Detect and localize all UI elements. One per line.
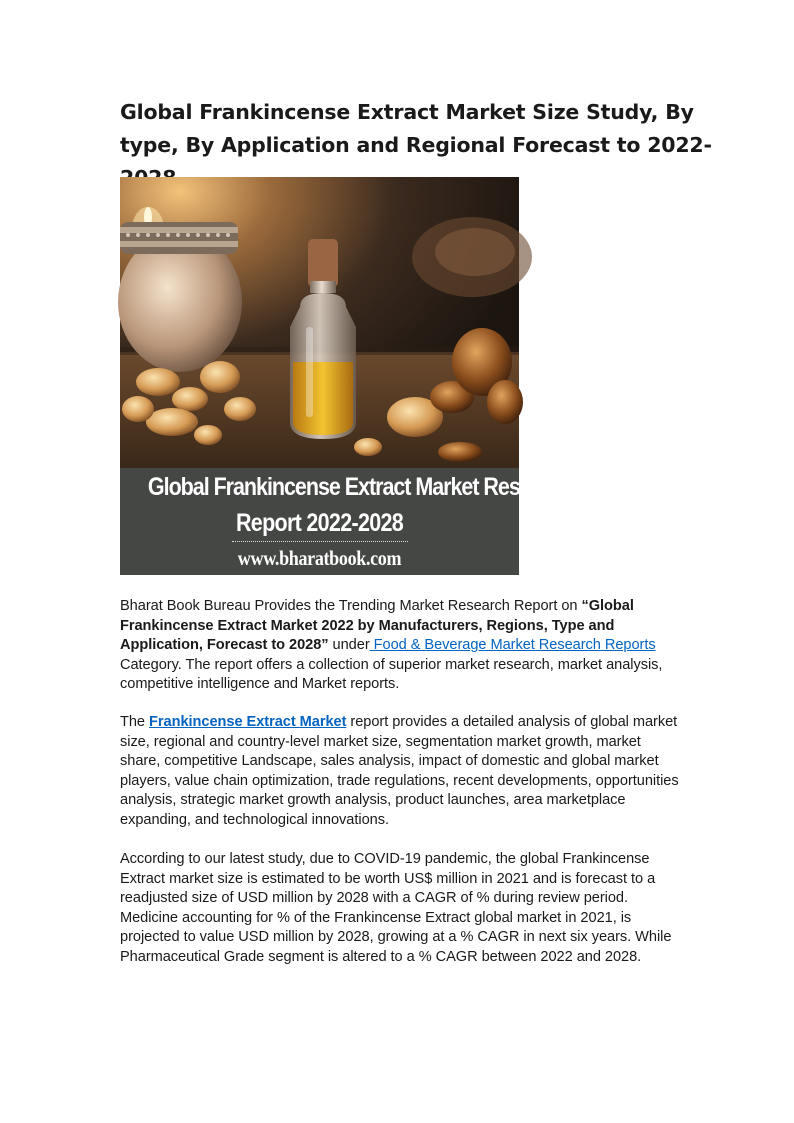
intro-rest-text: Category. The report offers a collection of superior market research, market analysis, competitive intelligence and Market reports. [120, 656, 663, 693]
analysis-rest-text: report provides a detailed analysis of global market size, regional and country-level market size, segmentation market growth, market share, competitive Landscape, sales analysis, impact of domestic and global market players, value chain optimization, trade regulations, recent developments, opportunities analysis, strategic market growth analysis, product launches, area marketplace expanding, and technological innovations. [120, 714, 679, 828]
hero-image [120, 177, 572, 575]
banner-divider [232, 541, 408, 542]
frankincense-photo-icon [120, 177, 519, 468]
page-title: Global Frankincense Extract Market Size Study, By type, By Application and Regional Forecast to 2022- [120, 100, 712, 157]
frankincense-market-link[interactable]: Frankincense Extract Market [149, 714, 347, 730]
intro-text: Bharat Book Bureau Provides the Trending Market Research Report on [120, 598, 582, 614]
banner-title: Global Frankincense Extract Market Research [147, 473, 572, 501]
banner-url: www.bharatbook.com [237, 546, 402, 570]
analysis-paragraph [120, 713, 680, 831]
the-text: The [120, 714, 150, 730]
study-paragraph: According to our latest study, due to COVID-19 pandemic, the global Frankincense Extract market size is estimated to be worth US$ million in 2021 and is forecast to a readjusted size of USD million by 2028 with a CAGR of % during review period. Medicine accounting for % of the Frankincense Extract global market in 2021, is projected to value USD million by 2028, growing at a % CAGR in next six years. While Pharmaceutical Grade segment is altered to a % CAGR between 2022 and 2028. [120, 851, 672, 965]
intro-paragraph [120, 597, 680, 695]
report-title-text: “Global Frankincense Extract Market 2022 by Manufacturers, Regions, Type and Application, Forecast to 2028” [120, 598, 634, 654]
under-text: under [328, 637, 370, 654]
banner-subtitle: Report 2022-2028 [235, 509, 404, 537]
food-beverage-category-link[interactable]: Food & Beverage Market Research Reports [369, 637, 656, 654]
image-banner [120, 468, 572, 575]
